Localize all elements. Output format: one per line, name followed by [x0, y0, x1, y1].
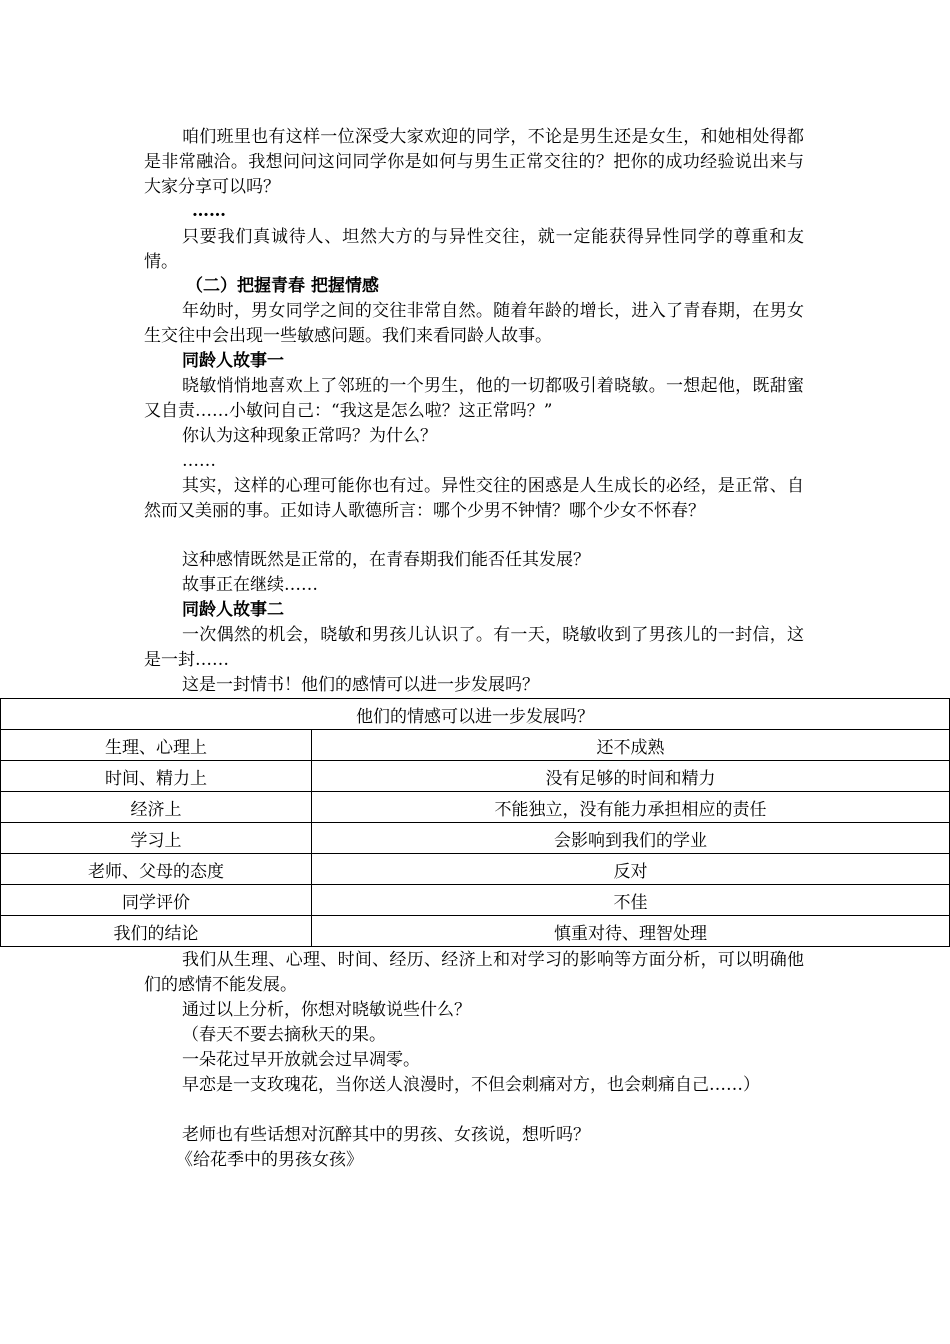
- value-cell: 会影响到我们的学业: [312, 823, 950, 854]
- question-line: 你认为这种现象正常吗？为什么？: [182, 426, 437, 446]
- aspect-cell: 我们的结论: [1, 916, 312, 947]
- story-heading: 同龄人故事一: [182, 351, 284, 371]
- table-header: 他们的情感可以进一步发展吗？: [1, 699, 950, 730]
- value-cell: 反对: [312, 854, 950, 885]
- text-line: 一朵花过早开放就会过早凋零。: [182, 1050, 420, 1070]
- text-line: 故事正在继续……: [182, 575, 318, 595]
- table-row: [1, 916, 950, 947]
- value-cell: 不能独立，没有能力承担相应的责任: [312, 792, 950, 823]
- paragraph: 早恋是一支玫瑰花，当你送人浪漫时，不但会刺痛对方，也会刺痛自己……）: [182, 1075, 760, 1095]
- value-cell: 不佳: [312, 885, 950, 916]
- aspect-cell: 经济上: [1, 792, 312, 823]
- paragraph: 一次偶然的机会，晓敏和男孩儿认识了。有一天，晓敏收到了男孩儿的一封信，这是一封……: [144, 625, 804, 670]
- paragraph: 咱们班里也有这样一位深受大家欢迎的同学，不论是男生还是女生，和她相处得都是非常融洽。我想问问这问同学你是如何与男生正常交往的？把你的成功经验说出来与大家分享可以吗？: [144, 127, 804, 197]
- question-line: 老师也有些话想对沉醉其中的男孩、女孩说，想听吗？: [182, 1125, 590, 1145]
- aspect-cell: 学习上: [1, 823, 312, 854]
- paragraph: 晓敏悄悄地喜欢上了邻班的一个男生，他的一切都吸引着晓敏。一想起他，既甜蜜又自责……小敏问自己：“我这是怎么啦？这正常吗？”: [144, 376, 804, 421]
- question-line: 这是一封情书！他们的感情可以进一步发展吗？: [182, 675, 539, 695]
- aspect-cell: 同学评价: [1, 885, 312, 916]
- table-row: [1, 854, 950, 885]
- paragraph: 年幼时，男女同学之间的交往非常自然。随着年龄的增长，进入了青春期，在男女生交往中会出现一些敏感问题。我们来看同龄人故事。: [144, 301, 804, 346]
- value-cell: 慎重对待、理智处理: [312, 916, 950, 947]
- aspect-cell: 老师、父母的态度: [1, 854, 312, 885]
- section-heading: （二）把握青春 把握情感: [186, 276, 379, 296]
- ellipsis: ……: [182, 451, 216, 471]
- table-row: [1, 792, 950, 823]
- aspect-cell: 生理、心理上: [1, 730, 312, 761]
- table-row: [1, 730, 950, 761]
- analysis-table: [0, 698, 950, 947]
- value-cell: 还不成熟: [312, 730, 950, 761]
- book-title: 《给花季中的男孩女孩》: [176, 1150, 363, 1170]
- table-header-row: [1, 699, 950, 730]
- story-heading: 同龄人故事二: [182, 600, 284, 620]
- paragraph: 其实，这样的心理可能你也有过。异性交往的困惑是人生成长的必经，是正常、自然而又美丽的事。正如诗人歌德所言：哪个少男不钟情？哪个少女不怀春？: [144, 476, 804, 521]
- paragraph: 只要我们真诚待人、坦然大方的与异性交往，就一定能获得异性同学的尊重和友情。: [144, 227, 804, 272]
- question-line: 通过以上分析，你想对晓敏说些什么？: [182, 1000, 471, 1020]
- paragraph: 我们从生理、心理、时间、经历、经济上和对学习的影响等方面分析，可以明确他们的感情不能发展。: [144, 950, 804, 995]
- question-line: 这种感情既然是正常的，在青春期我们能否任其发展？: [182, 550, 590, 570]
- table-row: [1, 761, 950, 792]
- value-cell: 没有足够的时间和精力: [312, 761, 950, 792]
- text-line: （春天不要去摘秋天的果。: [182, 1025, 386, 1045]
- table-row: [1, 823, 950, 854]
- table-row: [1, 885, 950, 916]
- ellipsis: ……: [192, 201, 226, 221]
- aspect-cell: 时间、精力上: [1, 761, 312, 792]
